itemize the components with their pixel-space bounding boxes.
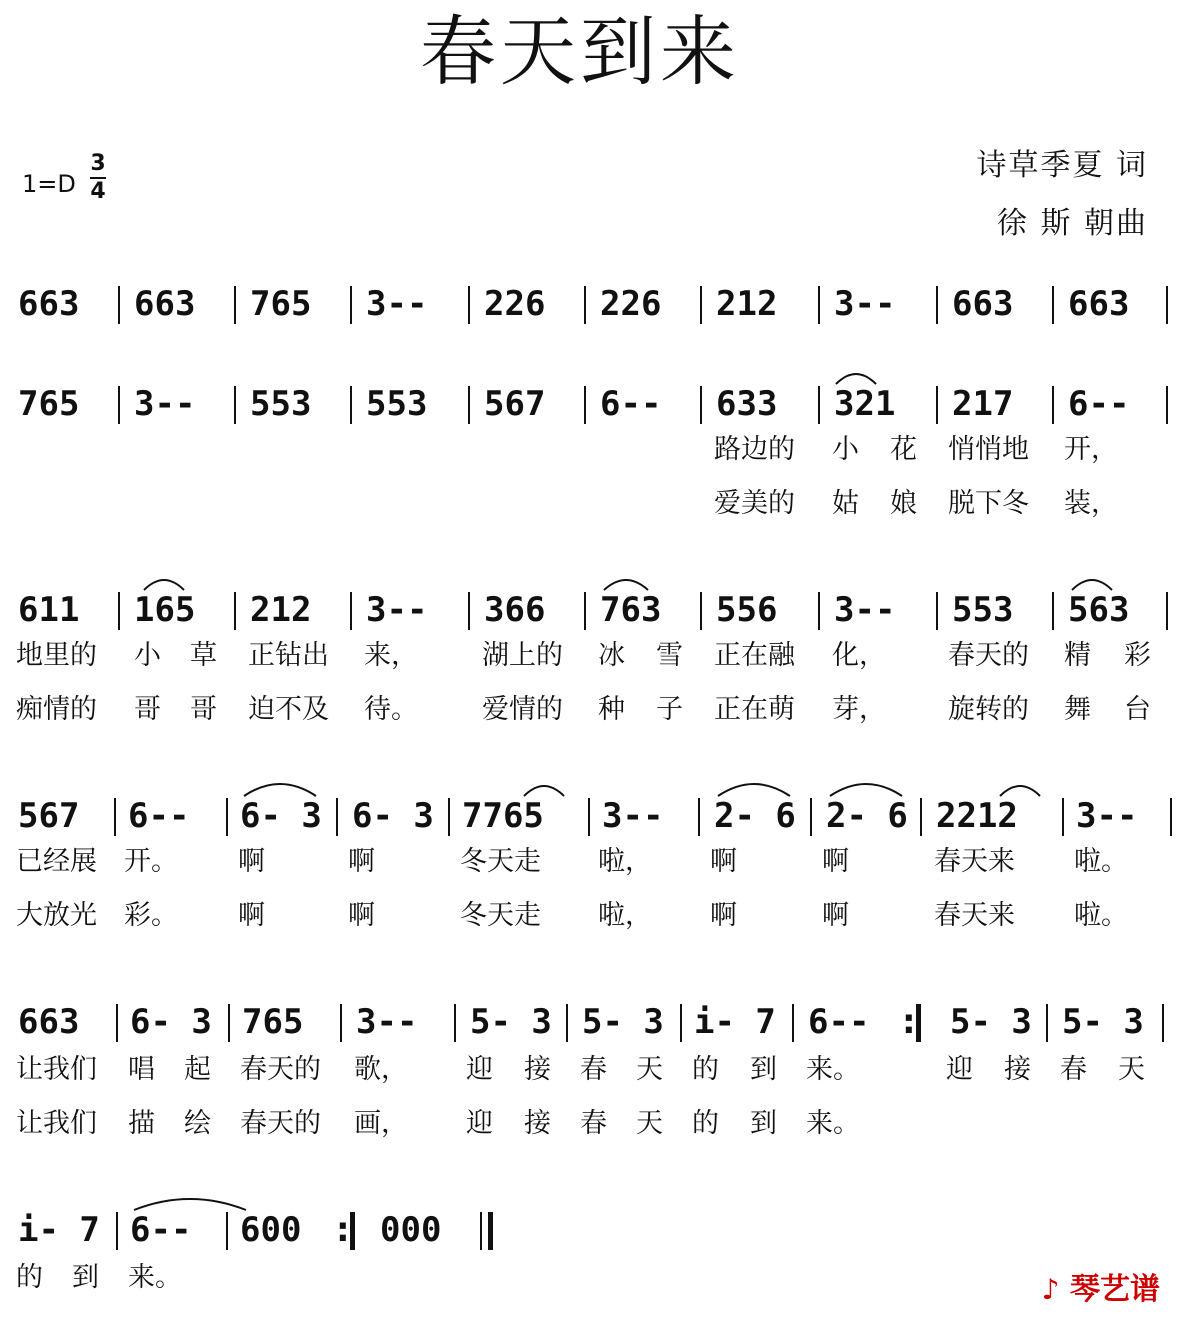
lyric: 旋转的 xyxy=(948,694,1029,725)
lyric: 到 xyxy=(750,1108,777,1139)
time-signature-top: 3 xyxy=(90,151,106,176)
measure: 366 xyxy=(484,590,546,630)
measure: 226 xyxy=(600,284,662,324)
lyric: 迫不及 xyxy=(248,694,329,725)
lyric: 悄悄地 xyxy=(948,434,1029,465)
measure: 663 xyxy=(1068,284,1130,324)
measure: 553 xyxy=(250,384,312,424)
lyric: 让我们 xyxy=(16,1054,97,1085)
measure: 2212 xyxy=(936,796,1018,836)
lyric: 春天来 xyxy=(934,846,1015,877)
lyric: 正在萌 xyxy=(714,694,795,725)
measure: 556 xyxy=(716,590,778,630)
lyric: 啦。 xyxy=(1074,846,1128,877)
lyric: 啦， xyxy=(598,900,652,931)
lyric: 描 xyxy=(128,1108,155,1139)
measure: i- 7 xyxy=(694,1002,776,1042)
lyric: 接 xyxy=(1004,1054,1031,1085)
measure: 765 xyxy=(242,1002,304,1042)
lyric: 画， xyxy=(354,1108,408,1139)
lyric: 正钻出 xyxy=(248,640,329,671)
measure: 6-- xyxy=(1068,384,1130,424)
lyric: 春 xyxy=(580,1108,607,1139)
measure: 226 xyxy=(484,284,546,324)
tie-marks xyxy=(0,1186,1180,1216)
lyric: 天 xyxy=(636,1108,663,1139)
lyrics-row-2b xyxy=(0,486,1180,522)
score-row-1 xyxy=(0,282,1180,326)
lyric: 让我们 xyxy=(16,1108,97,1139)
lyric: 春 xyxy=(580,1054,607,1085)
lyric: 小 xyxy=(134,640,161,671)
measure: 5- 3 xyxy=(582,1002,664,1042)
lyric: 舞 xyxy=(1064,694,1091,725)
lyric: 接 xyxy=(524,1054,551,1085)
lyric: 哥 xyxy=(190,694,217,725)
lyric: 冬天走 xyxy=(460,900,541,931)
lyric: 迎 xyxy=(946,1054,973,1085)
lyrics-row-4b xyxy=(0,898,1180,934)
lyric: 迎 xyxy=(466,1054,493,1085)
measure: 2- 6 xyxy=(826,796,908,836)
measure: 6-- xyxy=(130,1210,192,1250)
lyric: 草 xyxy=(190,640,217,671)
lyric: 迎 xyxy=(466,1108,493,1139)
measure: 6-- xyxy=(128,796,190,836)
slur-marks xyxy=(0,360,1180,390)
lyric: 姑 xyxy=(832,488,859,519)
measure: 3-- xyxy=(356,1002,418,1042)
lyrics-row-4a xyxy=(0,844,1180,880)
lyric: 花 xyxy=(890,434,917,465)
measure: 765 xyxy=(18,384,80,424)
lyric: 的 xyxy=(16,1262,43,1293)
lyrics-row-5a xyxy=(0,1052,1180,1088)
lyric: 地里的 xyxy=(16,640,97,671)
lyric: 起 xyxy=(184,1054,211,1085)
lyrics-row-2a xyxy=(0,432,1180,468)
lyric: 到 xyxy=(72,1262,99,1293)
lyric: 歌， xyxy=(354,1054,408,1085)
lyrics-row-3b xyxy=(0,692,1180,728)
lyrics-row-6a xyxy=(0,1260,1180,1296)
measure: 165 xyxy=(134,590,196,630)
lyric: 到 xyxy=(750,1054,777,1085)
time-signature-bottom: 4 xyxy=(90,179,106,204)
lyric: 路边的 xyxy=(714,434,795,465)
lyric: 正在融 xyxy=(714,640,795,671)
lyric: 春天来 xyxy=(934,900,1015,931)
measure: 3-- xyxy=(602,796,664,836)
measure: 3-- xyxy=(834,590,896,630)
measure: 5- 3 xyxy=(1062,1002,1144,1042)
measure: 663 xyxy=(18,1002,80,1042)
measure: 217 xyxy=(952,384,1014,424)
lyric: 啊 xyxy=(348,846,375,877)
measure: 6- 3 xyxy=(130,1002,212,1042)
key-signature: 1=D xyxy=(22,170,76,198)
site-logo xyxy=(1042,1264,1160,1308)
lyric: 啊 xyxy=(238,846,265,877)
lyric: 绘 xyxy=(184,1108,211,1139)
lyric: 啦。 xyxy=(1074,900,1128,931)
lyric: 天 xyxy=(636,1054,663,1085)
measure: 553 xyxy=(366,384,428,424)
composer-credit: 徐 斯 朝曲 xyxy=(996,206,1148,241)
lyric: 春天的 xyxy=(240,1108,321,1139)
measure: 663 xyxy=(952,284,1014,324)
lyric: 大放光 xyxy=(16,900,97,931)
lyric: 子 xyxy=(656,694,683,725)
slur-marks xyxy=(0,772,1180,802)
measure: 5- 3 xyxy=(470,1002,552,1042)
lyric: 彩。 xyxy=(124,900,178,931)
measure: 563 xyxy=(1068,590,1130,630)
measure: 2- 6 xyxy=(714,796,796,836)
logo-icon: ♪ xyxy=(1041,1273,1060,1306)
repeat-end-sign: : xyxy=(336,1210,350,1250)
time-signature xyxy=(90,152,106,204)
lyric: 来， xyxy=(364,640,418,671)
lyric: 来。 xyxy=(806,1108,860,1139)
measure: i- 7 xyxy=(18,1210,100,1250)
measure: 3-- xyxy=(1076,796,1138,836)
lyric: 精 xyxy=(1064,640,1091,671)
measure: 212 xyxy=(250,590,312,630)
lyric: 啊 xyxy=(822,900,849,931)
measure: 567 xyxy=(484,384,546,424)
measure: 567 xyxy=(18,796,80,836)
measure: 763 xyxy=(600,590,662,630)
lyric: 冬天走 xyxy=(460,846,541,877)
slur-marks xyxy=(0,566,1180,596)
lyric: 春 xyxy=(1060,1054,1087,1085)
measure: 6- 3 xyxy=(240,796,322,836)
page-title: 春天到来 xyxy=(420,7,740,96)
lyric: 冰 xyxy=(598,640,625,671)
lyric: 雪 xyxy=(656,640,683,671)
lyric: 湖上的 xyxy=(482,640,563,671)
measure: 663 xyxy=(18,284,80,324)
lyric: 爱美的 xyxy=(714,488,795,519)
measure: 663 xyxy=(134,284,196,324)
lyrics-row-3a xyxy=(0,638,1180,674)
measure: 7765 xyxy=(462,796,544,836)
lyric: 台 xyxy=(1124,694,1151,725)
lyric: 开， xyxy=(1064,434,1118,465)
measure: 000 xyxy=(380,1210,442,1250)
lyric: 待。 xyxy=(364,694,418,725)
lyric: 啊 xyxy=(238,900,265,931)
measure: 6- 3 xyxy=(352,796,434,836)
lyric: 来。 xyxy=(128,1262,182,1293)
lyric: 唱 xyxy=(128,1054,155,1085)
lyric: 化， xyxy=(832,640,886,671)
measure: 6-- xyxy=(600,384,662,424)
measure: 3-- xyxy=(134,384,196,424)
lyric: 的 xyxy=(692,1108,719,1139)
lyric: 种 xyxy=(598,694,625,725)
lyric: 的 xyxy=(692,1054,719,1085)
measure: 633 xyxy=(716,384,778,424)
measure: 611 xyxy=(18,590,80,630)
measure: 321 xyxy=(834,384,896,424)
lyric: 啊 xyxy=(710,900,737,931)
lyrics-row-5b xyxy=(0,1106,1180,1142)
measure: 212 xyxy=(716,284,778,324)
measure: 553 xyxy=(952,590,1014,630)
lyric: 啊 xyxy=(348,900,375,931)
measure: 600 xyxy=(240,1210,302,1250)
lyric: 天 xyxy=(1118,1054,1145,1085)
lyric: 来。 xyxy=(806,1054,860,1085)
lyric: 芽， xyxy=(832,694,886,725)
measure: 3-- xyxy=(834,284,896,324)
lyric: 啦， xyxy=(598,846,652,877)
lyric: 小 xyxy=(832,434,859,465)
lyric: 啊 xyxy=(822,846,849,877)
measure: 3-- xyxy=(366,590,428,630)
lyric: 彩 xyxy=(1124,640,1151,671)
repeat-end-sign: : xyxy=(902,1002,916,1042)
lyric: 啊 xyxy=(710,846,737,877)
lyric: 已经展 xyxy=(16,846,97,877)
measure: 765 xyxy=(250,284,312,324)
logo-text: 琴艺谱 xyxy=(1070,1272,1160,1307)
measure: 6-- xyxy=(808,1002,870,1042)
lyricist-credit: 诗草季夏 词 xyxy=(976,148,1148,183)
lyric: 接 xyxy=(524,1108,551,1139)
lyric: 装， xyxy=(1064,488,1118,519)
lyric: 娘 xyxy=(890,488,917,519)
measure: 5- 3 xyxy=(950,1002,1032,1042)
lyric: 痴情的 xyxy=(16,694,97,725)
lyric: 开。 xyxy=(124,846,178,877)
score-row-5 xyxy=(0,1000,1180,1044)
lyric: 脱下冬 xyxy=(948,488,1029,519)
lyric: 爱情的 xyxy=(482,694,563,725)
lyric: 春天的 xyxy=(240,1054,321,1085)
measure: 3-- xyxy=(366,284,428,324)
lyric: 春天的 xyxy=(948,640,1029,671)
lyric: 哥 xyxy=(134,694,161,725)
